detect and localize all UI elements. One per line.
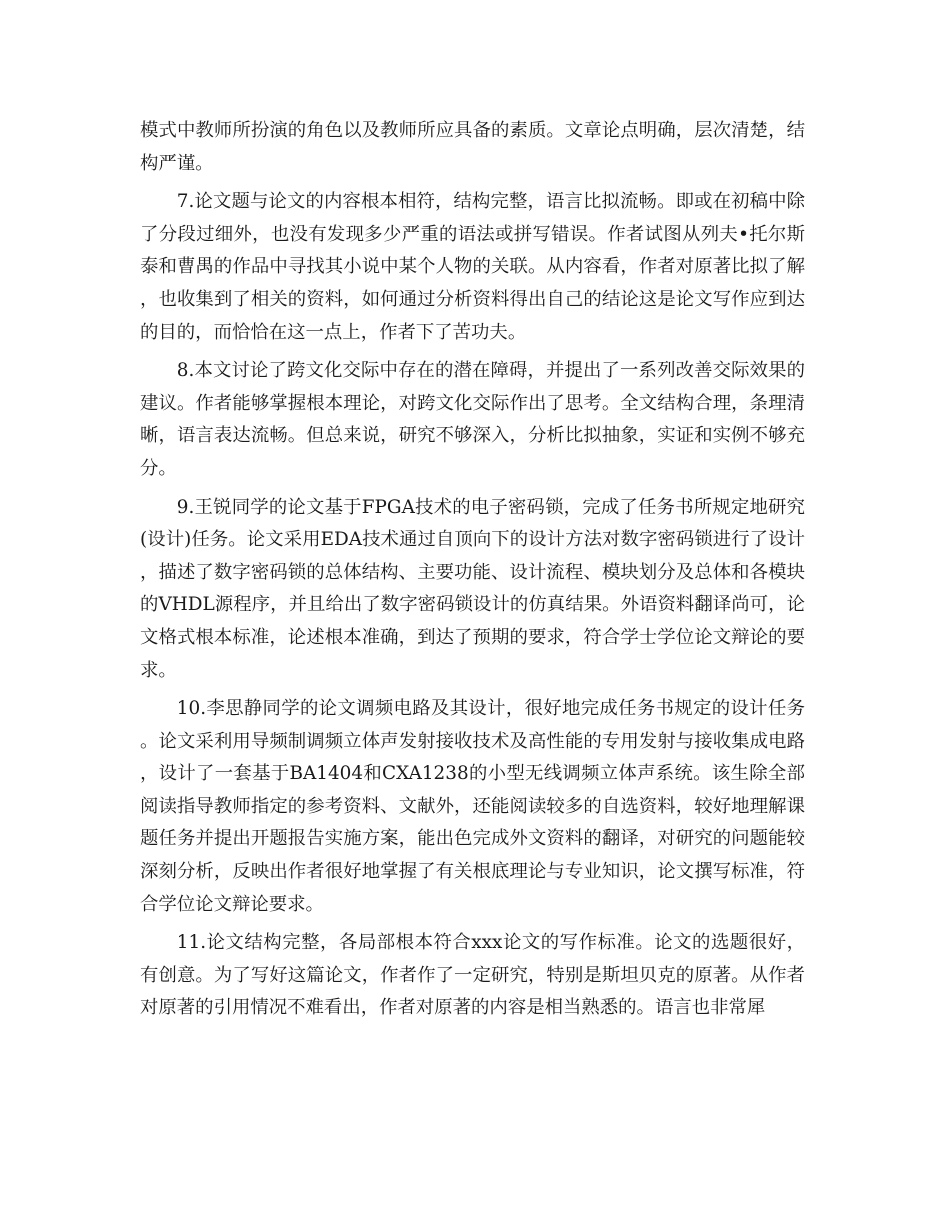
paragraph-item-10: 10.李思静同学的论文调频电路及其设计，很好地完成任务书规定的设计任务。论文采利用导频制调频立体声发射接收技术及高性能的专用发射与接收集成电路，设计了一套基于BA1404和CXA1238的小型无线调频立体声系统。该生除全部阅读指导教师指定的参考资料、文献外，还能阅读较多的自选资料，较好地理解课题任务并提出开题报告实施方案，能出色完成外文资料的翻译，对研究的问题能较深刻分析，反映出作者很好地掌握了有关根底理论与专业知识，论文撰写标准，符合学位论文辩论要求。 [140, 698, 805, 915]
paragraph-item-11: 11.论文结构完整，各局部根本符合xxx论文的写作标准。论文的选题很好，有创意。为了写好这篇论文，作者作了一定研究，特别是斯坦贝克的原著。从作者对原著的引用情况不难看出，作者对原著的内容是相当熟悉的。语言也非常犀 [140, 932, 805, 1019]
document-page [140, 115, 805, 1025]
paragraph-item-7: 7.论文题与论文的内容根本相符，结构完整，语言比拟流畅。即或在初稿中除了分段过细外，也没有发现多少严重的语法或拼写错误。作者试图从列夫•托尔斯泰和曹禺的作品中寻找其小说中某个人物的关联。从内容看，作者对原著比拟了解，也收集到了相关的资料，如何通过分析资料得出自己的结论这是论文写作应到达的目的，而恰恰在这一点上，作者下了苦功夫。 [140, 191, 805, 343]
paragraph-continuation: 模式中教师所扮演的角色以及教师所应具备的素质。文章论点明确，层次清楚，结构严谨。 [140, 120, 805, 174]
paragraph-item-9: 9.王锐同学的论文基于FPGA技术的电子密码锁，完成了任务书所规定地研究(设计)任务。论文采用EDA技术通过自顶向下的设计方法对数字密码锁进行了设计，描述了数字密码锁的总体结构、主要功能、设计流程、模块划分及总体和各模块的VHDL源程序，并且给出了数字密码锁设计的仿真结果。外语资料翻译尚可，论文格式根本标准，论述根本准确，到达了预期的要求，符合学士学位论文辩论的要求。 [140, 496, 805, 681]
paragraph-item-8: 8.本文讨论了跨文化交际中存在的潜在障碍，并提出了一系列改善交际效果的建议。作者能够掌握根本理论，对跨文化交际作出了思考。全文结构合理，条理清晰，语言表达流畅。但总来说，研究不够深入，分析比拟抽象，实证和实例不够充分。 [140, 360, 805, 479]
